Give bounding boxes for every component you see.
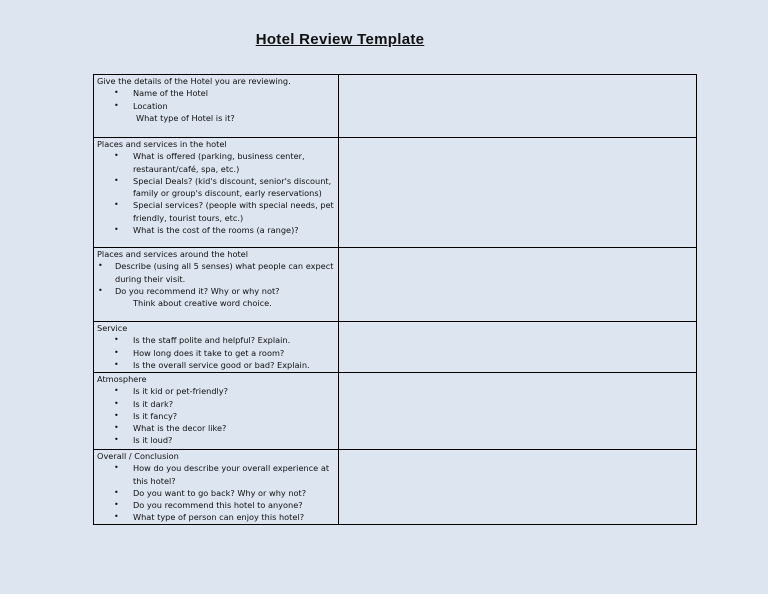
list-item-text: Describe (using all 5 senses) what people can expect during their visit. [115, 261, 334, 284]
bullet-icon: • [114, 500, 119, 510]
bullet-list [97, 260, 336, 297]
bullet-icon: • [114, 347, 119, 357]
list-item-text: How do you describe your overall experience at this hotel? [133, 463, 330, 486]
page-title-text: Hotel Review Template [255, 31, 425, 48]
answer-cell[interactable] [339, 248, 697, 322]
list-item-text: Location [133, 100, 168, 111]
answer-cell[interactable] [339, 322, 697, 373]
list-item [97, 175, 336, 200]
prompt-cell-around-hotel [94, 248, 339, 322]
table-row [94, 248, 697, 322]
review-table [93, 74, 697, 525]
list-item [97, 385, 336, 397]
list-item [97, 87, 336, 99]
list-item [97, 398, 336, 410]
section-heading: Places and services in the hotel [97, 139, 227, 149]
bullet-icon: • [114, 225, 119, 235]
list-item-text: Is the overall service good or bad? Explain. [133, 359, 310, 370]
list-item-text: What is the cost of the rooms (a range)? [133, 225, 299, 236]
prompt-cell-service [94, 322, 339, 373]
table-row [94, 138, 697, 248]
list-item [97, 260, 336, 285]
prompt-cell-atmosphere [94, 373, 339, 450]
bullet-icon: • [114, 88, 119, 98]
list-item [97, 224, 336, 236]
bullet-icon: • [114, 463, 119, 473]
table-row [94, 373, 697, 450]
bullet-list [97, 385, 336, 446]
prompt-cell-in-hotel [94, 138, 339, 248]
list-item-text: Do you recommend it? Why or why not? [115, 285, 280, 296]
bullet-list [97, 87, 336, 112]
bullet-icon: • [114, 151, 119, 161]
bullet-icon: • [114, 410, 119, 420]
answer-cell[interactable] [339, 373, 697, 450]
table-row [94, 450, 697, 525]
bullet-icon: • [114, 359, 119, 369]
list-item [97, 487, 336, 499]
list-item [97, 150, 336, 175]
bullet-icon: • [114, 200, 119, 210]
list-item [97, 285, 336, 297]
answer-cell[interactable] [339, 75, 697, 138]
bullet-icon: • [114, 423, 119, 433]
list-item [97, 100, 336, 112]
prompt-cell-hotel-details [94, 75, 339, 138]
list-item-text: Do you want to go back? Why or why not? [133, 487, 307, 498]
list-item [97, 511, 336, 523]
bullet-icon: • [114, 398, 119, 408]
section-note: Think about creative word choice. [133, 298, 272, 309]
list-item [97, 422, 336, 434]
list-item-text: How long does it take to get a room? [133, 347, 285, 358]
bullet-icon: • [114, 175, 119, 185]
list-item [97, 359, 336, 371]
section-heading: Atmosphere [97, 374, 147, 384]
bullet-list [97, 150, 336, 236]
list-item [97, 499, 336, 511]
section-note: What type of Hotel is it? [136, 112, 235, 123]
bullet-icon: • [114, 335, 119, 345]
list-item-text: Name of the Hotel [133, 88, 208, 99]
list-item-text: Special services? (people with special needs, pet friendly, tourist tours, etc.) [133, 200, 334, 223]
bullet-icon: • [114, 512, 119, 522]
bullet-icon: • [114, 100, 119, 110]
bullet-icon: • [98, 261, 103, 271]
list-item [97, 434, 336, 446]
answer-cell[interactable] [339, 450, 697, 525]
list-item-text: What is the decor like? [133, 423, 227, 434]
section-heading: Places and services around the hotel [97, 249, 248, 259]
list-item-text: Do you recommend this hotel to anyone? [133, 500, 303, 511]
section-heading: Overall / Conclusion [97, 451, 179, 461]
list-item-text: Is it kid or pet-friendly? [133, 386, 228, 397]
list-item [97, 462, 336, 487]
bullet-list [97, 462, 336, 523]
list-item-text: Is it loud? [133, 435, 173, 446]
bullet-icon: • [98, 285, 103, 295]
bullet-icon: • [114, 386, 119, 396]
prompt-cell-conclusion [94, 450, 339, 525]
list-item [97, 347, 336, 359]
bullet-icon: • [114, 435, 119, 445]
bullet-icon: • [114, 487, 119, 497]
list-item-text: Is it fancy? [133, 410, 178, 421]
page-title [0, 31, 680, 48]
section-heading: Service [97, 323, 128, 333]
list-item [97, 199, 336, 224]
list-item-text: Is the staff polite and helpful? Explain. [133, 335, 291, 346]
list-item-text: What type of person can enjoy this hotel? [133, 512, 305, 523]
list-item [97, 410, 336, 422]
bullet-list [97, 334, 336, 371]
list-item-text: What is offered (parking, business center, restaurant/café, spa, etc.) [133, 151, 305, 174]
table-row [94, 75, 697, 138]
table-row [94, 322, 697, 373]
list-item-text: Special Deals? (kid's discount, senior's discount, family or group's discount, early reservations) [133, 175, 332, 199]
list-item [97, 334, 336, 346]
section-heading: Give the details of the Hotel you are reviewing. [97, 76, 291, 86]
list-item-text: Is it dark? [133, 398, 174, 409]
answer-cell[interactable] [339, 138, 697, 248]
